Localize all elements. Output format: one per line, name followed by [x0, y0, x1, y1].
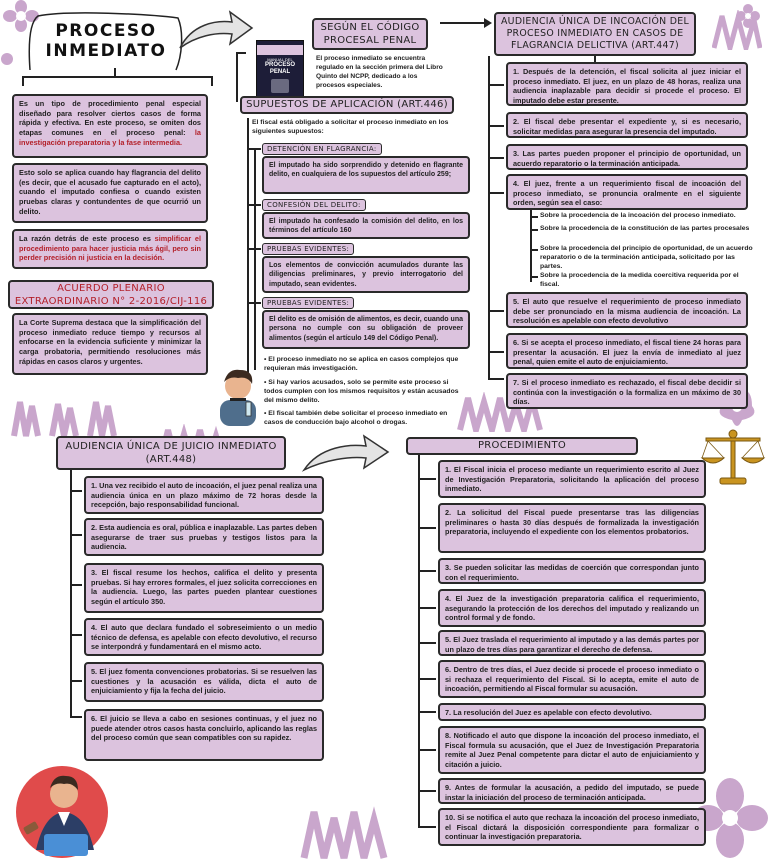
- supuesto-flagrancia-card: [262, 156, 470, 194]
- proc-3-text: 3. Se pueden solicitar las medidas de coerción que correspondan junto con el requerimiento.: [445, 563, 699, 582]
- incoacion-title: [494, 12, 696, 56]
- procedimiento-item-9: [438, 778, 706, 804]
- incoacion-7-text: 7. Si el proceso inmediato es rechazado, el fiscal debe decidir si continúa con la investigación o la formaliza en un máximo de 30 días.: [513, 378, 741, 407]
- title-banner: [28, 12, 184, 72]
- juicio-2-text: 2. Esta audiencia es oral, pública e inaplazable. Las partes deben asegurarse de traer sus pruebas y testigos listos para la audiencia.: [91, 523, 317, 552]
- definition-text: Es un tipo de procedimiento penal especial diseñado para resolver ciertos casos de forma rápida y efectiva. En este proceso, se omiten dos etapas comunes en el proceso penal:: [19, 99, 201, 138]
- scribble-icon: [712, 10, 762, 50]
- supuesto-1-text: El imputado ha sido sorprendido y detenido en flagrante delito, en cualquiera de los supuestos del artículo 259;: [269, 162, 463, 179]
- incoacion-item-3: [506, 144, 748, 170]
- note-2-text: Si hay varios acusados, solo se permite este proceso si todos cumplen con los mismos requisitos y están acusados del mismo delito.: [264, 379, 459, 404]
- incoacion-sub-4: [540, 272, 758, 290]
- procedimiento-title: [406, 437, 638, 455]
- incoacion-sub-1: [540, 212, 758, 221]
- acuerdo-title-text: ACUERDO PLENARIO EXTRAORDINARIO N° 2-2016/CIJ-116: [14, 283, 208, 307]
- juicio-title-text: AUDIENCIA ÚNICA DE JUICIO INMEDIATO (ART.448): [65, 441, 277, 465]
- supuesto-3-text: Los elementos de convicción acumulados durante las diligencias preliminares, y previo interrogatorio del imputado, sean evidentes.: [269, 262, 463, 288]
- procedimiento-item-10: [438, 808, 706, 846]
- proc-2-text: 2. La solicitud del Fiscal puede presentarse tras las diligencias preliminares o hasta 30 días después de formalizada la investigación preparatoria, incluyendo el expediente con los elementos probatorios.: [445, 508, 699, 537]
- proc-8-text: 8. Notificado el auto que dispone la incoación del proceso inmediato, el Fiscal formula su acusación, que el Juez de Investigación Preparatoria remite al Juez Penal competente para dictar el auto de enjuiciamiento y citación a juicio.: [445, 731, 699, 770]
- incoacion-item-5: [506, 292, 748, 328]
- sub-2-text: Sobre la procedencia de la constitución de las partes procesales: [540, 225, 750, 232]
- acuerdo-plenario-title: [8, 280, 214, 309]
- grass-icon: [10, 398, 120, 438]
- procedimiento-item-7: [438, 703, 706, 721]
- book-text-2: PROCESO: [264, 62, 295, 68]
- definition-card: [12, 94, 208, 158]
- juicio-1-text: 1. Una vez recibido el auto de incoación, el juez penal realiza una audiencia única en un plazo máximo de 72 horas desde la recepción, bajo responsabilidad funcional.: [91, 481, 317, 510]
- procedimiento-item-4: [438, 589, 706, 627]
- judge-icon: [14, 754, 110, 860]
- incoacion-1-text: 1. Después de la detención, el fiscal solicita al juez iniciar el proceso inmediato. El juez, en un plazo de 48 horas, realiza una audiencia inaplazable para decidir si procede el proceso. El imputado debe estar presente.: [513, 67, 741, 106]
- proc-6-text: 6. Dentro de tres días, el Juez decide si procede el proceso inmediato o si rechaza el requerimiento del Fiscal. Si lo acepta, emite el auto de incoación, permitiendo al Fiscal formular su acusación.: [445, 665, 699, 694]
- proc-7-text: 7. La resolución del Juez es apelable con efecto devolutivo.: [445, 708, 652, 717]
- title-line2: INMEDIATO: [45, 40, 167, 61]
- incoacion-4-text: 4. El juez, frente a un requerimiento fiscal de incoación del proceso inmediato, se pronuncia oralmente en el siguiente orden, según sea el caso:: [513, 179, 741, 208]
- incoacion-6-text: 6. Si se acepta el proceso inmediato, el fiscal tiene 24 horas para presentar la acusación. El juez la envía de inmediato al juez penal, quien emite el auto de enjuiciamiento.: [513, 338, 741, 367]
- note-2: • Si hay varios acusados, solo se permite este proceso si todos cumplen con los mismos requisitos y están acusados del mismo delito.: [264, 379, 459, 404]
- razon-highlight: simplificar el procedimiento para hacer justicia más ágil, pero sin perder precisión ni justicia en la decisión.: [19, 234, 201, 263]
- procedimiento-item-5: [438, 630, 706, 656]
- proc-1-text: 1. El Fiscal inicia el proceso mediante un requerimiento escrito al Juez de Investigación Preparatoria, solicitando la aplicación del proceso inmediato.: [445, 465, 699, 494]
- scale-icon: [700, 428, 766, 488]
- juicio-4-text: 4. El auto que declara fundado el sobreseimiento o un medio técnico de defensa, es apelable con efecto devolutivo, el recurso se interpondrá y fundamentará en el mismo acto.: [91, 623, 317, 652]
- flagrancia-card: [12, 163, 208, 223]
- supuesto-2-text: El imputado ha confesado la comisión del delito, en los términos del artículo 160: [269, 218, 463, 235]
- arrow-icon: [176, 8, 254, 52]
- tag-pruebas-2: PRUEBAS EVIDENTES:: [262, 297, 354, 309]
- tag-confesion: CONFESIÓN DEL DELITO:: [262, 199, 366, 211]
- incoacion-2-text: 2. El fiscal debe presentar el expediente y, si es necesario, solicitar medidas para asegurar la presencia del imputado.: [513, 117, 741, 136]
- incoacion-sub-2: [540, 225, 758, 234]
- juicio-item-1: [84, 476, 324, 514]
- book-icon: [256, 40, 304, 98]
- incoacion-5-text: 5. El auto que resuelve el requerimiento de proceso inmediato debe ser pronunciado en la misma audiencia de incoación. La resolución es apelable con efecto devolutivo: [513, 297, 741, 326]
- incoacion-item-1: [506, 62, 748, 106]
- book-text-3: PENAL: [269, 69, 291, 75]
- corte-suprema-card: [12, 313, 208, 375]
- incoacion-sub-3: [540, 245, 758, 271]
- proc-4-text: 4. El Juez de la investigación preparatoria califica el requerimiento, asegurando la protección de los derechos del imputado y realizando un control formal y de fondo.: [445, 594, 699, 623]
- note-1: • El proceso inmediato no se aplica en casos complejos que requieran más investigación.: [264, 356, 459, 372]
- juicio-item-2: [84, 518, 324, 556]
- procedimiento-item-3: [438, 558, 706, 584]
- person-icon: [214, 364, 262, 426]
- flagrancia-text: Esto solo se aplica cuando hay flagrancia del delito (es decir, que el acusado fue capturado en el acto), cuando el imputado confiesa o cuando existen pruebas claras y contundentes de que ocurrió un delito.: [19, 168, 201, 216]
- supuestos-intro: El fiscal está obligado a solicitar el proceso inmediato en los siguientes supuestos:: [252, 119, 449, 136]
- note-1-text: El proceso inmediato no se aplica en casos complejos que requieran más investigación.: [264, 356, 459, 372]
- supuesto-pruebas-card: [262, 256, 470, 293]
- juicio-3-text: 3. El fiscal resume los hechos, califica el delito y presenta pruebas. Si hay errores formales, el juez solicita correcciones en la audiencia. Luego, las partes pueden plantear cuestiones según el artículo 350.: [91, 568, 317, 607]
- grass-icon: [300, 806, 400, 860]
- corte-text: La Corte Suprema destaca que la simplificación del proceso inmediato reduce tiempo y recursos al enfocarse en la evidencia suficiente y minimizar la carga probatoria, permitiendo resoluciones más rápidas en casos claros y urgentes.: [19, 318, 201, 366]
- incoacion-item-7: [506, 373, 748, 409]
- proc-9-text: 9. Antes de formular la acusación, a pedido del imputado, se puede instar la iniciación del proceso de terminación anticipada.: [445, 783, 699, 802]
- razon-card: [12, 229, 208, 269]
- incoacion-item-6: [506, 333, 748, 369]
- juicio-6-text: 6. El juicio se lleva a cabo en sesiones continuas, y el juez no puede atender otros casos hasta concluirlo, aplicando las reglas del proceso común que sean compatibles con su rapidez.: [91, 714, 317, 743]
- sub-4-text: Sobre la procedencia de la medida coercitiva requerida por el fiscal.: [540, 272, 739, 288]
- supuestos-title: [240, 96, 454, 114]
- juicio-item-3: [84, 563, 324, 613]
- book-text-1: MANUAL DEL: [267, 57, 293, 62]
- procedimiento-item-6: [438, 660, 706, 698]
- codigo-title: [312, 18, 428, 50]
- incoacion-item-4: [506, 174, 748, 210]
- note-3: • El fiscal también debe solicitar el proceso inmediato en casos de conducción bajo alcohol o drogas.: [264, 410, 448, 426]
- arrow-head: [484, 18, 492, 28]
- procedimiento-item-8: [438, 726, 706, 774]
- note-3-text: El fiscal también debe solicitar el proceso inmediato en casos de conducción bajo alcohol o drogas.: [264, 410, 448, 426]
- procedimiento-title-text: PROCEDIMIENTO: [477, 440, 567, 451]
- juicio-item-6: [84, 709, 324, 761]
- incoacion-title-text: AUDIENCIA ÚNICA DE INCOACIÓN DEL PROCESO INMEDIATO EN CASOS DE FLAGRANCIA DELICTIVA (ART.447): [500, 16, 690, 52]
- tag-pruebas-1: PRUEBAS EVIDENTES:: [262, 243, 354, 255]
- proc-5-text: 5. El Juez traslada el requerimiento al imputado y a las demás partes por un plazo de tres días para garantizar el derecho de defensa.: [445, 635, 699, 654]
- arrow-icon: [300, 434, 390, 474]
- tag-flagrancia: DETENCIÓN EN FLAGRANCIA:: [262, 143, 382, 155]
- sub-1-text: Sobre la procedencia de la incoación del proceso inmediato.: [540, 212, 736, 219]
- supuestos-title-text: SUPUESTOS DE APLICACIÓN (ART.446): [246, 99, 448, 110]
- juicio-title: [56, 436, 286, 470]
- codigo-text: El proceso inmediato se encuentra regulado en la sección primera del Libro Quinto del NCPP, dedicado a los procesos especiales.: [316, 55, 443, 89]
- incoacion-item-2: [506, 112, 748, 138]
- title-line1: PROCESO: [55, 21, 157, 41]
- proc-10-text: 10. Si se notifica el auto que rechaza la incoación del proceso inmediato, el Fiscal dictará la disposición correspondiente para formalizar o continuar la investigación preparatoria.: [445, 813, 699, 842]
- razon-text: La razón detrás de este proceso es: [19, 234, 155, 243]
- sub-3-text: Sobre la procedencia del principio de oportunidad, de un acuerdo reparatorio o de la terminación anticipada, solicitado por las partes.: [540, 245, 753, 270]
- supuesto-4-text: El delito es de omisión de alimentos, es decir, cuando una persona no cumple con su obligación de proveer alimentos (según el artículo 149 del Código Penal).: [269, 316, 463, 342]
- supuesto-confesion-card: [262, 212, 470, 239]
- juicio-item-4: [84, 618, 324, 656]
- flower-icon: [0, 52, 14, 66]
- supuesto-alimentos-card: [262, 310, 470, 349]
- codigo-title-text: SEGÚN EL CÓDIGO PROCESAL PENAL: [320, 22, 420, 46]
- procedimiento-item-2: [438, 503, 706, 553]
- incoacion-3-text: 3. Las partes pueden proponer el principio de oportunidad, un acuerdo reparatorio o la terminación anticipada.: [513, 149, 741, 168]
- juicio-item-5: [84, 662, 324, 702]
- definition-highlight: la investigación preparatoria y la fase intermedia.: [19, 128, 201, 147]
- procedimiento-item-1: [438, 460, 706, 498]
- juicio-5-text: 5. El juez fomenta convenciones probatorias. Si se resuelven las cuestiones y la acusación es válida, dicta el auto de enjuiciamiento y fija la fecha del juicio.: [91, 667, 317, 696]
